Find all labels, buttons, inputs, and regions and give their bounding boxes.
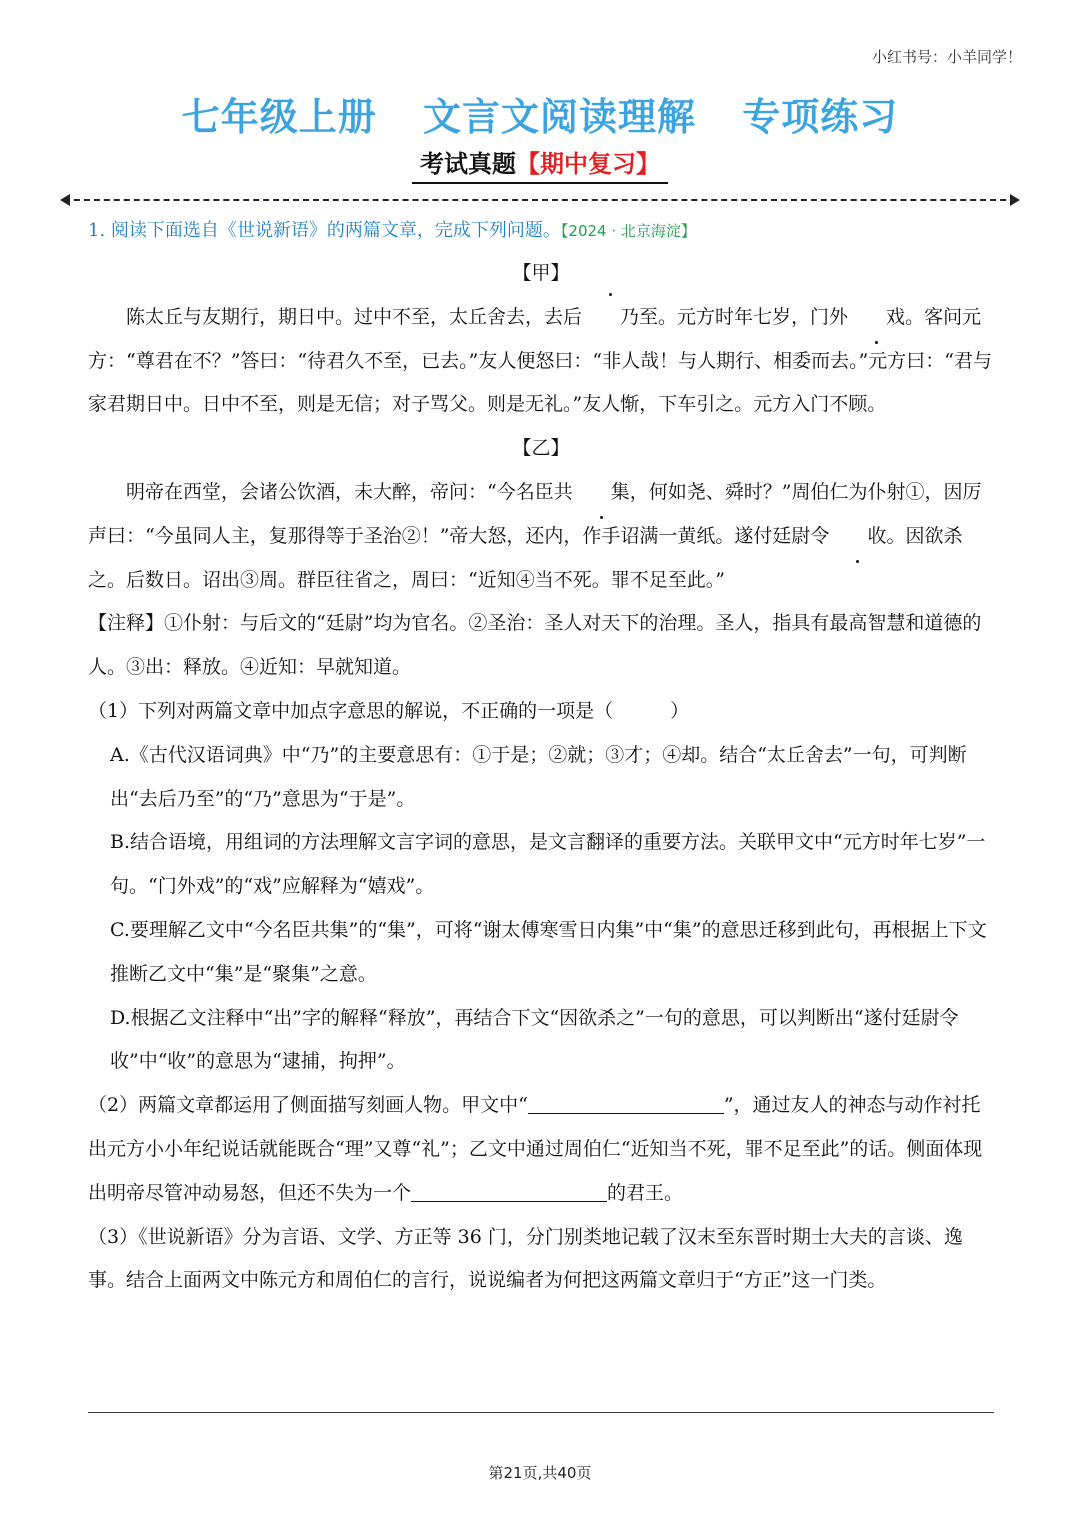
- left-arrow-icon: [60, 194, 70, 206]
- dashed-divider: [64, 199, 1016, 201]
- dotted-char-nai: 乃: [582, 296, 639, 340]
- sub2-part1: （2）两篇文章都运用了侧面描写刻画人物。甲文中“: [88, 1094, 528, 1117]
- dotted-char-ji: 集: [573, 471, 630, 515]
- passage-b-text: [88, 471, 994, 602]
- passage-b-part3: 。因欲杀之。后数日。诏出③周。群臣往省之，周曰：“近知④当不死。罪不足至此。”: [88, 524, 963, 591]
- question-source: 【2024 · 北京海淀】: [560, 222, 696, 240]
- page-title: [0, 86, 1080, 141]
- passage-b-heading: 【乙】: [512, 437, 570, 460]
- option-b: B.结合语境，用组词的方法理解文言字词的意思，是文言翻译的重要方法。关联甲文中“元方时年七岁”一句。“门外戏”的“戏”应解释为“嬉戏”。: [110, 831, 986, 898]
- document-body: [88, 252, 994, 1303]
- watermark-text: 小红书号：小羊同学！: [871, 48, 1022, 66]
- answer-blank-2[interactable]: [411, 1182, 607, 1202]
- question-heading: [88, 216, 696, 242]
- subtitle: [412, 144, 668, 184]
- sub2-part3: 的君王。: [607, 1181, 684, 1204]
- annotations: 【注释】①仆射：与后文的“廷尉”均为官名。②圣治：圣人对天下的治理。圣人，指具有最高智慧和道德的人。③出：释放。④近知：早就知道。: [88, 612, 982, 679]
- page-number: 第21页,共40页: [488, 1464, 592, 1482]
- passage-b-part2: ，何如尧、舜时？”周伯仁为仆射①，因厉声曰：“今虽同人主，复那得等于圣治②！”帝大怒，还内，作手诏满一黄纸。遂付廷尉令: [88, 480, 982, 547]
- subtitle-row: [0, 144, 1080, 184]
- answer-line[interactable]: [88, 1412, 994, 1413]
- right-arrow-icon: [1010, 194, 1020, 206]
- option-c: C.要理解乙文中“今名臣共集”的“集”，可将“谢太傅寒雪日内集”中“集”的意思迁移到此句，再根据上下文推断乙文中“集”是“聚集”之意。: [110, 918, 987, 985]
- subtitle-main: 考试真题: [420, 150, 516, 178]
- passage-a-part1: 陈太丘与友期行，期日中。过中不至，太丘舍去，去后: [126, 305, 583, 328]
- title-type: 专项练习: [742, 95, 899, 139]
- subtitle-red-bracket: 【期中复习】: [516, 150, 660, 178]
- dotted-char-shou: 收: [829, 515, 886, 559]
- answer-blank-1[interactable]: [528, 1094, 724, 1114]
- sub-question-1-stem: （1）下列对两篇文章中加点字意思的解说，不正确的一项是（ ）: [88, 699, 690, 722]
- sub-question-3: （3）《世说新语》分为言语、文学、方正等 36 门，分门别类地记载了汉末至东晋时期士大夫的言谈、逸事。结合上面两文中陈元方和周伯仁的言行，说说编者为何把这两篇文章归于“方正”这一门类。: [88, 1225, 963, 1292]
- dotted-char-xi: 戏: [848, 296, 905, 340]
- sub-question-2: [88, 1084, 994, 1215]
- passage-b-part1: 明帝在西堂，会诸公饮酒，未大醉，帝问：“今名臣共: [126, 480, 573, 503]
- question-text: 阅读下面选自《世说新语》的两篇文章，完成下列问题。: [110, 220, 561, 241]
- passage-a-part2: 至。元方时年七岁，门外: [639, 305, 849, 328]
- passage-a-text: [88, 296, 994, 427]
- passage-a-heading: 【甲】: [512, 262, 570, 284]
- title-topic: 文言文阅读理解: [422, 95, 696, 139]
- question-number: 1.: [88, 220, 106, 241]
- option-d: D.根据乙文注释中“出”字的解释“释放”，再结合下文“因欲杀之”一句的意思，可以判断出“遂付廷尉令收”中“收”的意思为“逮捕，拘押”。: [110, 1006, 959, 1073]
- sub2-part2: ”，通过友人的神态与动作衬托出元方小小年纪说话就能既合“理”又尊“礼”；乙文中通过周伯仁“近知当不死，罪不足至此”的话。侧面体现出明帝尽管冲动易怒，但还不失为一个: [88, 1094, 983, 1204]
- passage-a-part3: 。客问元方：“尊君在不？”答曰：“待君久不至，已去。”友人便怒曰：“非人哉！与人期行、相委而去。”元方曰：“君与家君期日中。日中不至，则是无信；对子骂父。则是无礼。”友人惭，下车引之。元方入门不顾。: [88, 305, 992, 416]
- option-a: A.《古代汉语词典》中“乃”的主要意思有：①于是；②就；③才；④却。结合“太丘舍去”一句，可判断出“去后乃至”的“乃”意思为“于是”。: [110, 743, 967, 810]
- title-grade: 七年级上册: [181, 95, 377, 139]
